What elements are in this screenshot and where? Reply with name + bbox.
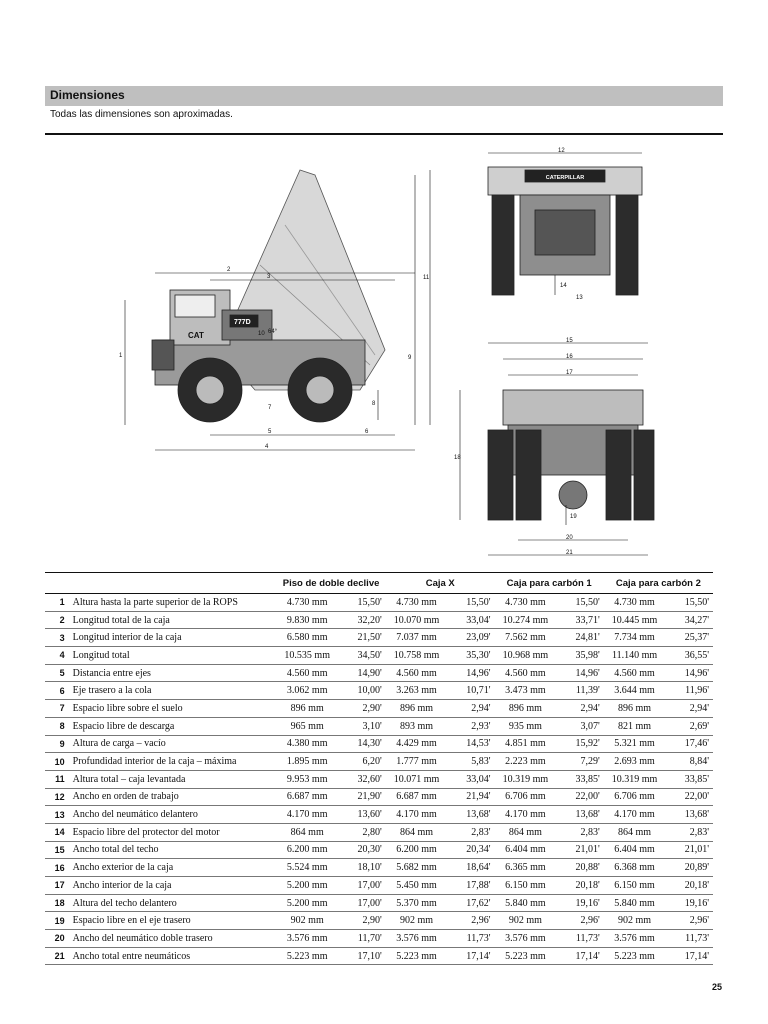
table-row	[45, 806, 713, 824]
value-mm: 5.450 mm	[386, 877, 447, 895]
value-ft: 21,94'	[447, 788, 494, 806]
value-ft: 2,83'	[665, 823, 713, 841]
value-ft: 13,60'	[338, 806, 386, 824]
row-label: Ancho del neumático doble trasero	[73, 930, 277, 948]
truck-front-view-figure	[480, 145, 650, 305]
value-mm: 3.576 mm	[276, 930, 338, 948]
value-mm: 896 mm	[604, 700, 666, 718]
table-row	[45, 664, 713, 682]
column-header: Piso de doble declive	[276, 573, 386, 594]
value-mm: 9.830 mm	[276, 611, 338, 629]
value-ft: 2,93'	[447, 717, 494, 735]
value-mm: 896 mm	[495, 700, 557, 718]
value-ft: 15,50'	[556, 594, 604, 612]
value-ft: 15,92'	[556, 735, 604, 753]
value-ft: 15,50'	[665, 594, 713, 612]
row-label: Espacio libre del protector del motor	[73, 823, 277, 841]
value-ft: 2,90'	[338, 912, 386, 930]
value-mm: 6.404 mm	[604, 841, 666, 859]
table-row	[45, 930, 713, 948]
value-ft: 24,81'	[556, 629, 604, 647]
value-mm: 4.380 mm	[276, 735, 338, 753]
value-mm: 5.223 mm	[495, 947, 557, 965]
value-ft: 11,73'	[447, 930, 494, 948]
value-ft: 18,10'	[338, 859, 386, 877]
value-ft: 25,37'	[665, 629, 713, 647]
table-row	[45, 823, 713, 841]
value-ft: 17,46'	[665, 735, 713, 753]
value-mm: 11.140 mm	[604, 647, 666, 665]
callout-12: 12	[558, 148, 565, 154]
value-ft: 6,20'	[338, 753, 386, 771]
value-mm: 5.840 mm	[495, 894, 557, 912]
value-ft: 2,83'	[556, 823, 604, 841]
table-row	[45, 753, 713, 771]
value-ft: 21,90'	[338, 788, 386, 806]
value-mm: 10.758 mm	[386, 647, 447, 665]
row-label: Ancho total entre neumáticos	[73, 947, 277, 965]
value-mm: 5.223 mm	[604, 947, 666, 965]
row-label: Espacio libre sobre el suelo	[73, 700, 277, 718]
value-mm: 10.968 mm	[495, 647, 557, 665]
value-ft: 13,68'	[665, 806, 713, 824]
column-header: Caja para carbón 1	[495, 573, 604, 594]
value-ft: 11,73'	[556, 930, 604, 948]
value-ft: 20,18'	[665, 877, 713, 895]
value-mm: 4.170 mm	[276, 806, 338, 824]
value-mm: 4.560 mm	[604, 664, 666, 682]
callout-16: 16	[566, 354, 573, 360]
table-row	[45, 682, 713, 700]
value-ft: 11,70'	[338, 930, 386, 948]
table-body	[45, 594, 713, 965]
table-row	[45, 717, 713, 735]
value-ft: 17,14'	[447, 947, 494, 965]
value-mm: 1.777 mm	[386, 753, 447, 771]
table-row	[45, 877, 713, 895]
value-ft: 2,80'	[338, 823, 386, 841]
value-mm: 5.840 mm	[604, 894, 666, 912]
table-row	[45, 735, 713, 753]
value-ft: 17,62'	[447, 894, 494, 912]
value-ft: 21,01'	[665, 841, 713, 859]
side-angle-label: 64°	[268, 329, 278, 335]
value-ft: 21,50'	[338, 629, 386, 647]
value-ft: 13,68'	[447, 806, 494, 824]
table-row	[45, 859, 713, 877]
value-ft: 11,39'	[556, 682, 604, 700]
row-label: Ancho exterior de la caja	[73, 859, 277, 877]
row-label: Ancho total del techo	[73, 841, 277, 859]
value-ft: 20,34'	[447, 841, 494, 859]
table-row	[45, 611, 713, 629]
page-number: 25	[711, 982, 722, 992]
value-mm: 4.730 mm	[604, 594, 666, 612]
value-mm: 3.644 mm	[604, 682, 666, 700]
value-ft: 15,50'	[447, 594, 494, 612]
value-mm: 6.200 mm	[276, 841, 338, 859]
row-number: 4	[45, 647, 73, 665]
callout-5: 5	[268, 429, 272, 435]
callout-14: 14	[560, 283, 567, 289]
value-mm: 5.321 mm	[604, 735, 666, 753]
section-title: Dimensiones	[50, 88, 125, 102]
value-ft: 19,16'	[556, 894, 604, 912]
value-mm: 6.706 mm	[495, 788, 557, 806]
value-ft: 34,50'	[338, 647, 386, 665]
callout-3: 3	[267, 274, 271, 280]
value-mm: 4.560 mm	[495, 664, 557, 682]
front-grille-brand: CATERPILLAR	[545, 175, 585, 181]
value-ft: 32,20'	[338, 611, 386, 629]
table-row	[45, 700, 713, 718]
value-mm: 896 mm	[276, 700, 338, 718]
callout-4: 4	[265, 444, 269, 450]
row-label: Altura total – caja levantada	[73, 770, 277, 788]
row-label: Espacio libre de descarga	[73, 717, 277, 735]
value-ft: 2,90'	[338, 700, 386, 718]
row-number: 5	[45, 664, 73, 682]
table-row	[45, 594, 713, 612]
truck-rear-view-figure	[448, 335, 658, 565]
callout-18: 18	[454, 455, 461, 461]
value-ft: 2,69'	[665, 717, 713, 735]
value-mm: 6.365 mm	[495, 859, 557, 877]
row-number: 18	[45, 894, 73, 912]
row-label: Longitud total	[73, 647, 277, 665]
value-mm: 4.429 mm	[386, 735, 447, 753]
value-ft: 17,88'	[447, 877, 494, 895]
row-number: 15	[45, 841, 73, 859]
value-ft: 3,10'	[338, 717, 386, 735]
callout-9: 9	[408, 355, 412, 361]
value-mm: 821 mm	[604, 717, 666, 735]
value-mm: 10.274 mm	[495, 611, 557, 629]
value-mm: 1.895 mm	[276, 753, 338, 771]
value-ft: 14,30'	[338, 735, 386, 753]
value-mm: 9.953 mm	[276, 770, 338, 788]
value-mm: 902 mm	[386, 912, 447, 930]
table-row	[45, 647, 713, 665]
value-ft: 2,94'	[556, 700, 604, 718]
value-mm: 4.170 mm	[604, 806, 666, 824]
value-ft: 13,68'	[556, 806, 604, 824]
value-mm: 864 mm	[276, 823, 338, 841]
value-mm: 10.071 mm	[386, 770, 447, 788]
value-mm: 864 mm	[386, 823, 447, 841]
value-mm: 5.370 mm	[386, 894, 447, 912]
value-ft: 10,00'	[338, 682, 386, 700]
row-number: 16	[45, 859, 73, 877]
value-ft: 10,71'	[447, 682, 494, 700]
value-mm: 3.576 mm	[386, 930, 447, 948]
table-row	[45, 912, 713, 930]
value-ft: 11,73'	[665, 930, 713, 948]
value-mm: 6.150 mm	[604, 877, 666, 895]
value-mm: 4.560 mm	[386, 664, 447, 682]
section-subtitle: Todas las dimensiones son aproximadas.	[50, 109, 233, 120]
value-mm: 3.263 mm	[386, 682, 447, 700]
callout-21: 21	[566, 550, 573, 556]
header-divider	[45, 133, 723, 135]
row-label: Longitud total de la caja	[73, 611, 277, 629]
callout-13: 13	[576, 295, 583, 301]
value-mm: 3.576 mm	[495, 930, 557, 948]
value-ft: 32,60'	[338, 770, 386, 788]
callout-19: 19	[570, 514, 577, 520]
value-ft: 2,94'	[665, 700, 713, 718]
value-ft: 21,01'	[556, 841, 604, 859]
section-header-bar	[45, 86, 723, 106]
value-mm: 3.576 mm	[604, 930, 666, 948]
value-ft: 22,00'	[665, 788, 713, 806]
value-ft: 17,14'	[556, 947, 604, 965]
value-mm: 6.404 mm	[495, 841, 557, 859]
value-mm: 6.150 mm	[495, 877, 557, 895]
callout-7: 7	[268, 405, 272, 411]
row-number: 11	[45, 770, 73, 788]
value-mm: 3.473 mm	[495, 682, 557, 700]
row-number: 12	[45, 788, 73, 806]
row-label: Espacio libre en el eje trasero	[73, 912, 277, 930]
value-mm: 7.037 mm	[386, 629, 447, 647]
value-ft: 2,94'	[447, 700, 494, 718]
value-mm: 10.535 mm	[276, 647, 338, 665]
value-ft: 20,88'	[556, 859, 604, 877]
column-header: Caja para carbón 2	[604, 573, 713, 594]
value-mm: 10.319 mm	[495, 770, 557, 788]
value-ft: 5,83'	[447, 753, 494, 771]
table-row	[45, 629, 713, 647]
table-header-row	[45, 573, 713, 594]
value-mm: 7.562 mm	[495, 629, 557, 647]
value-mm: 2.693 mm	[604, 753, 666, 771]
value-mm: 893 mm	[386, 717, 447, 735]
value-ft: 33,85'	[556, 770, 604, 788]
value-mm: 4.560 mm	[276, 664, 338, 682]
value-mm: 864 mm	[604, 823, 666, 841]
value-mm: 5.200 mm	[276, 877, 338, 895]
value-ft: 33,71'	[556, 611, 604, 629]
value-ft: 33,85'	[665, 770, 713, 788]
row-number: 19	[45, 912, 73, 930]
value-ft: 20,18'	[556, 877, 604, 895]
row-number: 7	[45, 700, 73, 718]
value-ft: 8,84'	[665, 753, 713, 771]
row-label: Distancia entre ejes	[73, 664, 277, 682]
row-label: Longitud interior de la caja	[73, 629, 277, 647]
callout-2: 2	[227, 267, 231, 273]
row-number: 9	[45, 735, 73, 753]
value-mm: 6.580 mm	[276, 629, 338, 647]
value-mm: 965 mm	[276, 717, 338, 735]
value-ft: 19,16'	[665, 894, 713, 912]
value-ft: 17,14'	[665, 947, 713, 965]
row-number: 21	[45, 947, 73, 965]
table-row	[45, 770, 713, 788]
row-number: 17	[45, 877, 73, 895]
value-ft: 14,53'	[447, 735, 494, 753]
value-mm: 5.200 mm	[276, 894, 338, 912]
value-mm: 6.200 mm	[386, 841, 447, 859]
value-ft: 14,96'	[447, 664, 494, 682]
row-label: Ancho del neumático delantero	[73, 806, 277, 824]
value-ft: 14,90'	[338, 664, 386, 682]
truck-side-view-figure	[110, 165, 450, 460]
value-ft: 11,96'	[665, 682, 713, 700]
value-mm: 10.445 mm	[604, 611, 666, 629]
value-mm: 4.730 mm	[495, 594, 557, 612]
value-ft: 17,00'	[338, 877, 386, 895]
value-mm: 902 mm	[495, 912, 557, 930]
value-mm: 4.170 mm	[386, 806, 447, 824]
row-label: Altura hasta la parte superior de la ROPS	[73, 594, 277, 612]
value-ft: 35,98'	[556, 647, 604, 665]
value-ft: 23,09'	[447, 629, 494, 647]
callout-8: 8	[372, 401, 376, 407]
value-mm: 5.524 mm	[276, 859, 338, 877]
row-label: Ancho interior de la caja	[73, 877, 277, 895]
callout-17: 17	[566, 370, 573, 376]
row-number: 8	[45, 717, 73, 735]
value-ft: 7,29'	[556, 753, 604, 771]
callout-15: 15	[566, 338, 573, 344]
value-ft: 35,30'	[447, 647, 494, 665]
value-mm: 5.223 mm	[276, 947, 338, 965]
value-ft: 3,07'	[556, 717, 604, 735]
row-number: 20	[45, 930, 73, 948]
side-brand-badge: CAT	[188, 331, 204, 340]
row-number: 10	[45, 753, 73, 771]
value-ft: 36,55'	[665, 647, 713, 665]
row-label: Altura de carga – vacío	[73, 735, 277, 753]
table-row	[45, 947, 713, 965]
callout-6: 6	[365, 429, 369, 435]
value-ft: 33,04'	[447, 770, 494, 788]
row-number: 2	[45, 611, 73, 629]
row-number: 13	[45, 806, 73, 824]
value-ft: 2,96'	[447, 912, 494, 930]
value-ft: 20,89'	[665, 859, 713, 877]
value-mm: 5.682 mm	[386, 859, 447, 877]
value-mm: 3.062 mm	[276, 682, 338, 700]
value-ft: 17,00'	[338, 894, 386, 912]
value-mm: 4.170 mm	[495, 806, 557, 824]
row-label: Profundidad interior de la caja – máxima	[73, 753, 277, 771]
value-mm: 896 mm	[386, 700, 447, 718]
callout-10: 10	[258, 331, 265, 337]
value-mm: 864 mm	[495, 823, 557, 841]
row-number: 14	[45, 823, 73, 841]
value-mm: 2.223 mm	[495, 753, 557, 771]
value-mm: 6.687 mm	[276, 788, 338, 806]
value-mm: 935 mm	[495, 717, 557, 735]
value-ft: 34,27'	[665, 611, 713, 629]
callout-1: 1	[119, 353, 123, 359]
row-number: 6	[45, 682, 73, 700]
value-mm: 4.851 mm	[495, 735, 557, 753]
value-ft: 2,96'	[556, 912, 604, 930]
value-mm: 10.319 mm	[604, 770, 666, 788]
value-ft: 17,10'	[338, 947, 386, 965]
row-number: 3	[45, 629, 73, 647]
value-ft: 15,50'	[338, 594, 386, 612]
value-mm: 6.687 mm	[386, 788, 447, 806]
dimensions-table	[45, 572, 713, 965]
value-ft: 14,96'	[556, 664, 604, 682]
side-model-badge: 777D	[234, 319, 251, 326]
value-mm: 4.730 mm	[276, 594, 338, 612]
value-mm: 10.070 mm	[386, 611, 447, 629]
column-header: Caja X	[386, 573, 495, 594]
value-mm: 902 mm	[604, 912, 666, 930]
value-ft: 18,64'	[447, 859, 494, 877]
value-ft: 2,96'	[665, 912, 713, 930]
value-ft: 2,83'	[447, 823, 494, 841]
row-label: Ancho en orden de trabajo	[73, 788, 277, 806]
value-ft: 33,04'	[447, 611, 494, 629]
value-ft: 20,30'	[338, 841, 386, 859]
row-label: Eje trasero a la cola	[73, 682, 277, 700]
table-row	[45, 788, 713, 806]
value-mm: 6.368 mm	[604, 859, 666, 877]
table-row	[45, 894, 713, 912]
row-number: 1	[45, 594, 73, 612]
value-mm: 6.706 mm	[604, 788, 666, 806]
callout-20: 20	[566, 535, 573, 541]
value-mm: 5.223 mm	[386, 947, 447, 965]
value-ft: 22,00'	[556, 788, 604, 806]
value-ft: 14,96'	[665, 664, 713, 682]
table-row	[45, 841, 713, 859]
value-mm: 7.734 mm	[604, 629, 666, 647]
value-mm: 902 mm	[276, 912, 338, 930]
callout-11: 11	[423, 275, 430, 281]
row-label: Altura del techo delantero	[73, 894, 277, 912]
value-mm: 4.730 mm	[386, 594, 447, 612]
